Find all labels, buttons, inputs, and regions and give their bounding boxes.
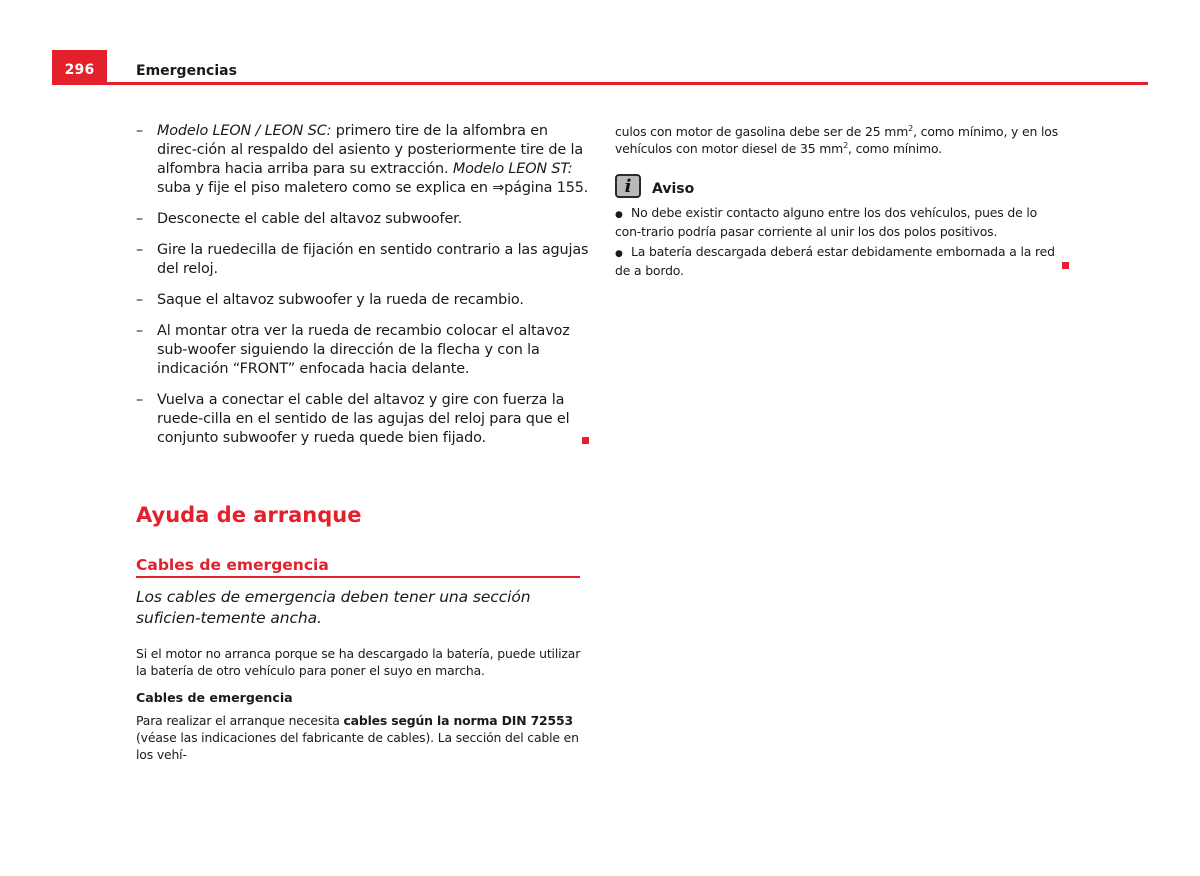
paragraph-subheading: Cables de emergencia xyxy=(136,690,293,705)
cables-paragraph xyxy=(136,712,586,763)
subsection-rule xyxy=(136,576,580,578)
bullet-icon: ● xyxy=(615,210,623,220)
notice-list xyxy=(615,205,1065,283)
notice-item xyxy=(615,244,1065,279)
step-item xyxy=(136,391,591,448)
step-text: Vuelva a conectar el cable del altavoz y gire con fuerza la ruede-cilla en el sentido de las agujas del reloj para que el conjunto subwoofer y rueda quede bien fijado. xyxy=(157,392,570,446)
step-item xyxy=(136,291,591,310)
dash-marker: – xyxy=(136,323,144,339)
step-text: Al montar otra ver la rueda de recambio colocar el altavoz sub-woofer siguiendo la dirección de la flecha y con la indicación “FRONT” enfocada hacia delante. xyxy=(157,323,570,377)
notice-text: La batería descargada deberá estar debidamente embornada a la red de a bordo. xyxy=(615,244,1055,278)
paragraph-text: , como mínimo, y en los vehículos con motor diesel de 35 mm xyxy=(615,124,1059,156)
step-item xyxy=(136,241,591,279)
step-text: Desconecte el cable del altavoz subwoofer. xyxy=(157,211,463,227)
dash-marker: – xyxy=(136,211,144,227)
left-column xyxy=(136,122,591,460)
intro-paragraph: Si el motor no arranca porque se ha descargado la batería, puede utilizar la batería de otro vehículo para poner el suyo en marcha. xyxy=(136,646,581,678)
paragraph-text: , como mínimo. xyxy=(848,141,942,156)
paragraph-text: (véase las indicaciones del fabricante de cables). La sección del cable en los vehí- xyxy=(136,730,579,762)
section-heading: Ayuda de arranque xyxy=(136,503,362,527)
subsection-heading: Cables de emergencia xyxy=(136,556,329,574)
dash-marker: – xyxy=(136,392,144,408)
step-text: Saque el altavoz subwoofer y la rueda de recambio. xyxy=(157,292,524,308)
dash-marker: – xyxy=(136,292,144,308)
step-item xyxy=(136,210,591,229)
step-list xyxy=(136,122,591,448)
notice-item xyxy=(615,205,1065,240)
step-text: Gire la ruedecilla de fijación en sentido contrario a las agujas del reloj. xyxy=(157,242,589,277)
dash-marker: – xyxy=(136,242,144,258)
notice-label: Aviso xyxy=(652,181,695,197)
continuation-paragraph xyxy=(615,123,1070,157)
notice-text: No debe existir contacto alguno entre los dos vehículos, pues de lo con-trario podría pasar corriente al unir los dos polos positivos. xyxy=(615,205,1038,239)
dash-marker: – xyxy=(136,123,144,139)
model-label: Modelo LEON ST: xyxy=(452,161,573,177)
step-item xyxy=(136,122,591,198)
info-icon: i xyxy=(615,174,641,198)
superscript: 2 xyxy=(908,124,914,133)
superscript: 2 xyxy=(843,141,849,150)
notice-header xyxy=(615,173,694,199)
section-end-marker-icon xyxy=(1062,262,1069,269)
header-rule xyxy=(52,82,1148,85)
step-item xyxy=(136,322,591,379)
bullet-icon: ● xyxy=(615,249,623,259)
lead-text: Los cables de emergencia deben tener una sección suficien-temente ancha. xyxy=(136,588,531,627)
chapter-title: Emergencias xyxy=(136,63,237,79)
section-end-marker-icon xyxy=(582,437,589,444)
step-text: suba y fije el piso maletero como se explica en ⇒página 155. xyxy=(157,180,589,196)
paragraph-text: culos con motor de gasolina debe ser de 25 mm xyxy=(615,124,909,139)
paragraph-text: Para realizar el arranque necesita xyxy=(136,713,344,728)
model-label: Modelo LEON / LEON SC: xyxy=(157,123,332,139)
page-number: 296 xyxy=(64,62,95,78)
norm-reference: cables según la norma DIN 72553 xyxy=(343,713,573,728)
step-text: primero tire de la alfombra en direc-ción al respaldo del asiento y posteriormente tire de la alfombra hacia arriba para su extracción. xyxy=(157,123,583,177)
